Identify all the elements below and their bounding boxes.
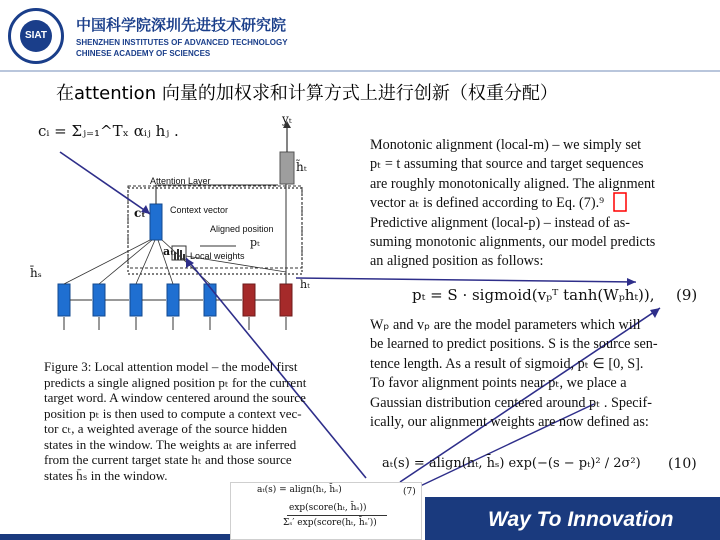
annot-arrow-pt — [296, 278, 636, 282]
label-attention-layer: Attention Layer — [150, 176, 211, 186]
paper-line: suming monotonic alignments, our model predicts — [370, 234, 656, 251]
label-at: aₜ — [163, 245, 175, 258]
paper-line: vector aₜ is defined according to Eq. (7).⁹ — [370, 195, 605, 212]
caption-line: states h̄ₛ in the window. — [44, 467, 168, 483]
fraction-bar — [287, 515, 387, 516]
source-state-1 — [58, 284, 70, 316]
annot-arrow-pt-head — [627, 278, 636, 286]
paper-line: ically, our alignment weights are now defined as: — [370, 414, 649, 431]
fan-3 — [136, 240, 155, 284]
label-htilde: h̃ₜ — [296, 160, 307, 174]
label-yt: yₜ — [282, 112, 292, 126]
logo-mark: SIAT — [20, 20, 52, 52]
context-vector-cell — [150, 204, 162, 240]
target-state-1 — [243, 284, 255, 316]
equation-10: aₜ(s) = align(hₜ, h̄ₛ) exp(−(s − pₜ)² / 2σ²) — [382, 456, 641, 471]
figure-caption — [44, 359, 334, 483]
caption-line: states in the window. The weights aₜ are inferred — [44, 436, 297, 452]
source-state-2 — [93, 284, 105, 316]
org-name-cn: 中国科学院深圳先进技术研究院 — [76, 16, 287, 34]
caption-line: target word. A window centered around the source — [44, 390, 306, 405]
paper-line: Monotonic alignment (local-m) – we simply set — [370, 137, 642, 153]
label-local-weights: Local weights — [190, 251, 245, 261]
paper-line: an aligned position as follows: — [370, 253, 544, 270]
caption-line: tor cₜ, a weighted average of the source hidden — [44, 421, 288, 436]
paper-line: tence length. As a result of sigmoid, pₜ ∈ [0, S]. — [370, 355, 644, 372]
h-tilde-cell — [280, 152, 294, 184]
label-ct: cₜ — [134, 206, 146, 220]
source-state-3 — [130, 284, 142, 316]
caption-line: from the current target state hₜ and those source — [44, 452, 292, 467]
equation-7-number: (7) — [403, 487, 416, 497]
source-state-4 — [167, 284, 179, 316]
caption-line: position pₜ is then used to compute a context vec- — [44, 405, 302, 421]
equation-7-lhs: aₜ(s) = align(hₜ, h̄ₛ) — [257, 485, 342, 495]
annot-arrow-sum — [60, 152, 150, 214]
footer-slogan: Way To Innovation — [488, 508, 674, 531]
equation-7-numerator: exp(score(hₜ, h̄ₛ)) — [289, 503, 367, 513]
paper-paragraph-b — [370, 316, 700, 432]
footer-strip — [0, 534, 230, 540]
equation-10-number: (10) — [668, 456, 697, 472]
label-aligned-position: Aligned position — [210, 224, 274, 234]
equation-7-box — [230, 482, 422, 540]
org-name-en-2: CHINESE ACADEMY OF SCIENCES — [76, 49, 211, 58]
equation-9: pₜ = S · sigmoid(vₚᵀ tanh(Wₚhₜ)), — [412, 286, 655, 304]
equation-9-number: (9) — [676, 286, 698, 304]
label-ht: hₜ — [300, 278, 310, 291]
sum-formula: cᵢ = Σⱼ₌₁^Tₓ αᵢⱼ hⱼ . — [38, 122, 179, 140]
paper-line: To favor alignment points near pₜ, we place a — [370, 375, 627, 392]
caption-line: Figure 3: Local attention model – the model first — [44, 359, 298, 374]
slide-title: 在attention 向量的加权求和计算方式上进行创新（权重分配） — [56, 83, 558, 104]
caption-line: predicts a single aligned position pₜ for the current — [44, 374, 307, 390]
label-context-vector: Context vector — [170, 205, 229, 215]
source-state-5 — [204, 284, 216, 316]
org-name-en-1: SHENZHEN INSTITUTES OF ADVANCED TECHNOLOGY — [76, 38, 288, 47]
paper-line: pₜ = t assuming that source and target sequences — [370, 156, 644, 173]
paper-line: Gaussian distribution centered around pₜ . Specif- — [370, 394, 652, 411]
label-hs: h̄ₛ — [30, 266, 42, 280]
paper-paragraph-a — [370, 136, 700, 272]
equation-7-denominator: Σₛ′ exp(score(hₜ, h̄ₛ′)) — [283, 518, 377, 528]
label-pt: pₜ — [250, 236, 260, 249]
paper-line: Predictive alignment (local-p) – instead of as- — [370, 214, 631, 231]
paper-line: Wₚ and vₚ are the model parameters which will — [370, 317, 641, 333]
paper-line: be learned to predict positions. S is the source sen- — [370, 336, 658, 353]
target-state-2 — [280, 284, 292, 316]
paper-line: are roughly monotonically aligned. The alignment — [370, 175, 655, 192]
weight-bar-1 — [174, 252, 176, 260]
